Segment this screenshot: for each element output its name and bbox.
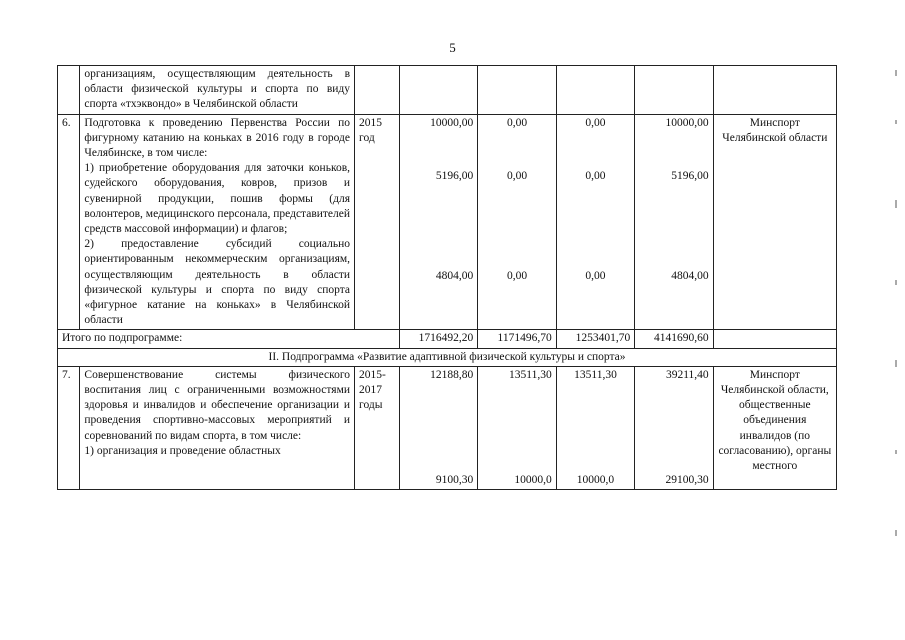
amount-cell <box>556 366 634 489</box>
description-item-2: 2) предоставление субсидий социально ориентированным некоммерческим организациям, осуществляющим деятельность в области физической культуры и спорта по виду спорта «фигурное катание на коньках» в Челябинской области <box>84 238 351 327</box>
amount-total: 0,00 <box>506 116 528 129</box>
amount-cell <box>478 66 556 115</box>
period-cell <box>355 66 400 115</box>
description-cell <box>80 366 355 489</box>
amount-cell <box>635 366 713 489</box>
amount-total: 12188,80 <box>430 368 474 381</box>
amount-total: 10000,00 <box>665 116 709 129</box>
amount-item-1: 5196,00 <box>435 169 474 182</box>
description-cell: организациям, осуществляющим деятельность в области физической культуры и спорта по виду спорта «тхэквондо» в Челябинской области <box>80 66 355 115</box>
amount-cell <box>635 66 713 115</box>
description-cell <box>80 114 355 330</box>
budget-table <box>57 65 837 490</box>
table-row-6 <box>58 114 837 330</box>
period-cell: 2015-2017 годы <box>355 366 400 489</box>
amount-cell <box>556 66 634 115</box>
amount-item-2: 0,00 <box>585 270 606 283</box>
row-number-cell: 7. <box>58 366 80 489</box>
amount-cell <box>478 114 556 330</box>
description-item-1: 1) приобретение оборудования для заточки коньков, судейского оборудования, ковров, призов и сувенирной продукции, пошив формы (для волонтеров, медицинского персонала, представителей средств массовой информации) и флагов; <box>84 162 351 236</box>
total-amount: 1171496,70 <box>478 330 556 348</box>
description-item-1: 1) организация и проведение областных <box>84 444 281 457</box>
amount-cell <box>399 114 477 330</box>
amount-item-1: 0,00 <box>585 169 606 182</box>
amount-item-1: 9100,30 <box>435 474 474 487</box>
responsible-cell <box>713 330 836 348</box>
responsible-cell <box>713 66 836 115</box>
amount-item-1: 10000,0 <box>576 474 615 487</box>
amount-item-2: 4804,00 <box>671 270 709 283</box>
amount-total: 39211,40 <box>665 368 709 381</box>
table-row-continuation <box>58 66 837 115</box>
page-number: 5 <box>449 40 456 55</box>
amount-item-1: 10000,0 <box>514 474 552 487</box>
amount-total: 10000,00 <box>430 116 474 129</box>
table-row-total <box>58 330 837 348</box>
amount-cell <box>478 366 556 489</box>
total-label: Итого по подпрограмме: <box>58 330 400 348</box>
row-number-cell <box>58 66 80 115</box>
total-amount: 1253401,70 <box>556 330 634 348</box>
period-cell: 2015 год <box>355 114 400 330</box>
total-amount: 4141690,60 <box>635 330 713 348</box>
description-main: Совершенствование системы физического воспитания лиц с ограниченными возможностями здоровья и инвалидов и обеспечение организации и проведения спортивно-массовых мероприятий и соревнований по видам спорта, в том числе: <box>84 368 351 442</box>
amount-item-2: 4804,00 <box>435 270 474 283</box>
responsible-cell: Минспорт Челябинской области, общественные объединения инвалидов (по согласованию), органы местного <box>713 366 836 489</box>
amount-total: 0,00 <box>585 116 606 129</box>
amount-item-1: 5196,00 <box>671 169 709 182</box>
section-header-row <box>58 348 837 366</box>
amount-item-1: 29100,30 <box>665 474 709 487</box>
amount-cell <box>556 114 634 330</box>
amount-item-2: 0,00 <box>506 270 528 283</box>
amount-total: 13511,30 <box>509 368 552 381</box>
amount-item-1: 0,00 <box>506 169 528 182</box>
section-title: II. Подпрограмма «Развитие адаптивной физической культуры и спорта» <box>58 348 837 366</box>
table-row-7 <box>58 366 837 489</box>
amount-cell <box>399 366 477 489</box>
total-amount: 1716492,20 <box>399 330 477 348</box>
amount-cell <box>635 114 713 330</box>
responsible-cell: Минспорт Челябинской области <box>713 114 836 330</box>
amount-cell <box>399 66 477 115</box>
scan-edge-marks <box>893 60 901 600</box>
row-number-cell: 6. <box>58 114 80 330</box>
amount-total: 13511,30 <box>574 368 617 381</box>
description-main: Подготовка к проведению Первенства России по фигурному катанию на коньках в 2016 году в городе Челябинске, в том числе: <box>84 116 351 160</box>
